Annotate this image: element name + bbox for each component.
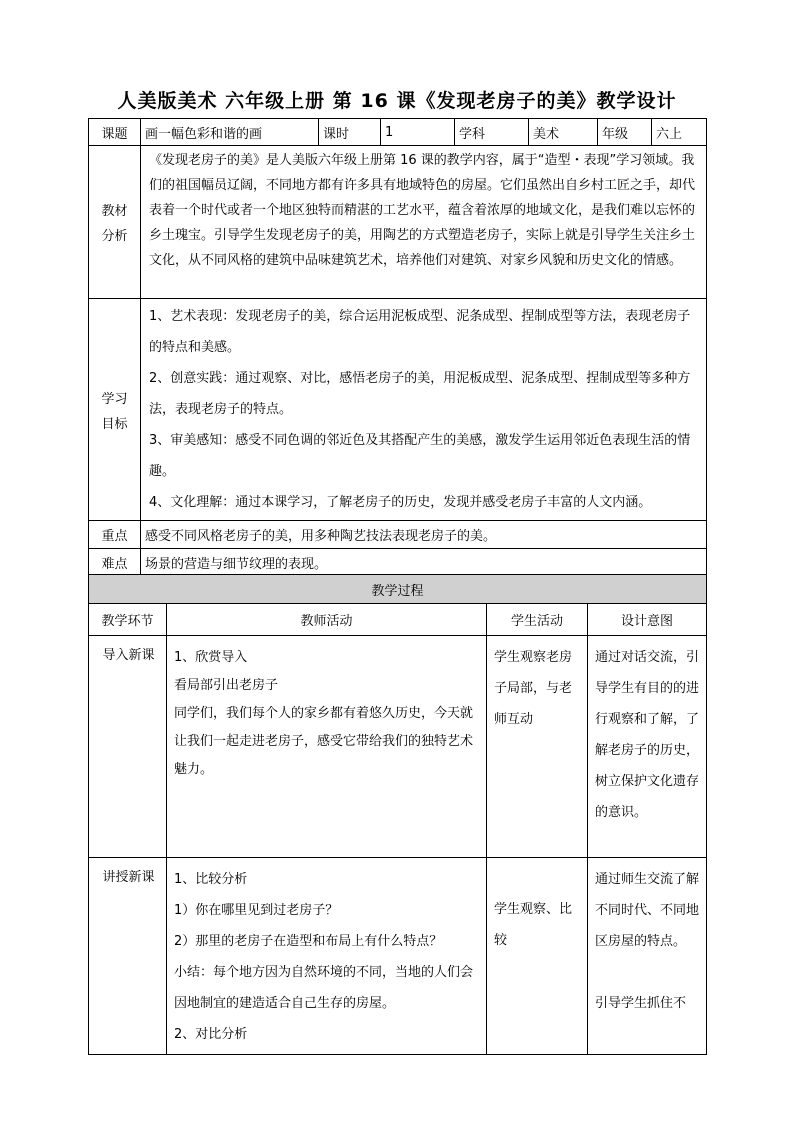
difficulty-label: 难点 (89, 549, 141, 577)
stage-teaching: 讲授新课 (89, 858, 167, 1055)
document-title: 人美版美术 六年级上册 第 16 课《发现老房子的美》教学设计 (117, 90, 677, 112)
topic-value: 画一幅色彩和谐的画 (141, 119, 319, 146)
material-analysis-label: 教材 分析 (89, 146, 141, 299)
material-analysis-row (89, 146, 707, 299)
period-value: 1 (381, 119, 455, 146)
process-table (88, 574, 707, 1055)
learning-goals-label: 学习 目标 (89, 299, 141, 521)
stage-intro: 导入新课 (89, 636, 167, 858)
info-table (88, 118, 707, 577)
design-intent-intro: 通过对话交流，引导学生有目的的进行观察和了解，了解老房子的历史，树立保护文化遗存的意识。 (588, 636, 707, 858)
process-header-row (89, 604, 707, 636)
process-section-title: 教学过程 (89, 575, 707, 604)
teacher-activity-intro: 1、欣赏导入 看局部引出老房子 同学们，我们每个人的家乡都有着悠久历史，今天就让我们一起走进老房子，感受它带给我们的独特艺术魅力。 (167, 636, 487, 858)
grade-label: 年级 (598, 119, 652, 146)
goal-item: 1、艺术表现：发现老房子的美，综合运用泥板成型、泥条成型、捏制成型等方法，表现老房子的特点和美感。 (149, 309, 691, 355)
design-intent-teaching: 通过师生交流了解不同时代、不同地区房屋的特点。 引导学生抓住不 (588, 858, 707, 1055)
info-row (89, 119, 707, 146)
difficulty-row (89, 549, 707, 577)
header-teacher: 教师活动 (167, 604, 487, 636)
process-row-intro (89, 636, 707, 858)
topic-label: 课题 (89, 119, 141, 146)
student-activity-teaching: 学生观察、比较 (487, 858, 588, 1055)
subject-value: 美术 (529, 119, 598, 146)
goal-item: 3、审美感知：感受不同色调的邻近色及其搭配产生的美感，激发学生运用邻近色表现生活的情趣。 (149, 433, 691, 479)
header-stage: 教学环节 (89, 604, 167, 636)
teacher-activity-teaching: 1、比较分析 1）你在哪里见到过老房子？ 2）那里的老房子在造型和布局上有什么特点？ 小结：每个地方因为自然环境的不同，当地的人们会因地制宜的建造适合自己生存的房屋。 2、对比分析 (167, 858, 487, 1055)
key-point-row (89, 521, 707, 549)
subject-label: 学科 (455, 119, 529, 146)
grade-value: 六上 (652, 119, 707, 146)
process-row-teaching (89, 858, 707, 1055)
key-point-text: 感受不同风格老房子的美，用多种陶艺技法表现老房子的美。 (141, 521, 707, 549)
learning-goals-list (141, 299, 707, 521)
header-intent: 设计意图 (588, 604, 707, 636)
student-activity-intro: 学生观察老房子局部，与老师互动 (487, 636, 588, 858)
process-section-row (89, 575, 707, 604)
key-point-label: 重点 (89, 521, 141, 549)
learning-goals-row (89, 299, 707, 521)
difficulty-text: 场景的营造与细节纹理的表现。 (141, 549, 707, 577)
material-analysis-text: 《发现老房子的美》是人美版六年级上册第 16 课的教学内容，属于“造型・表现”学习领域。我们的祖国幅员辽阔，不同地方都有许多具有地域特色的房屋。它们虽然出自乡村工匠之手，却代表着一个时代或者一个地区独特而精湛的工艺水平，蕴含着浓厚的地域文化，是我们难以忘怀的乡土瑰宝。引导学生发现老房子的美，用陶艺的方式塑造老房子，实际上就是引导学生关注乡土文化，从不同风格的建筑中品味建筑艺术，培养他们对建筑、对家乡风貌和历史文化的情感。 (141, 146, 707, 299)
goal-item: 4、文化理解：通过本课学习，了解老房子的历史，发现并感受老房子丰富的人文内涵。 (149, 495, 652, 510)
goal-item: 2、创意实践：通过观察、对比，感悟老房子的美，用泥板成型、泥条成型、捏制成型等多种方法，表现老房子的特点。 (149, 371, 691, 417)
period-label: 课时 (319, 119, 381, 146)
header-student: 学生活动 (487, 604, 588, 636)
